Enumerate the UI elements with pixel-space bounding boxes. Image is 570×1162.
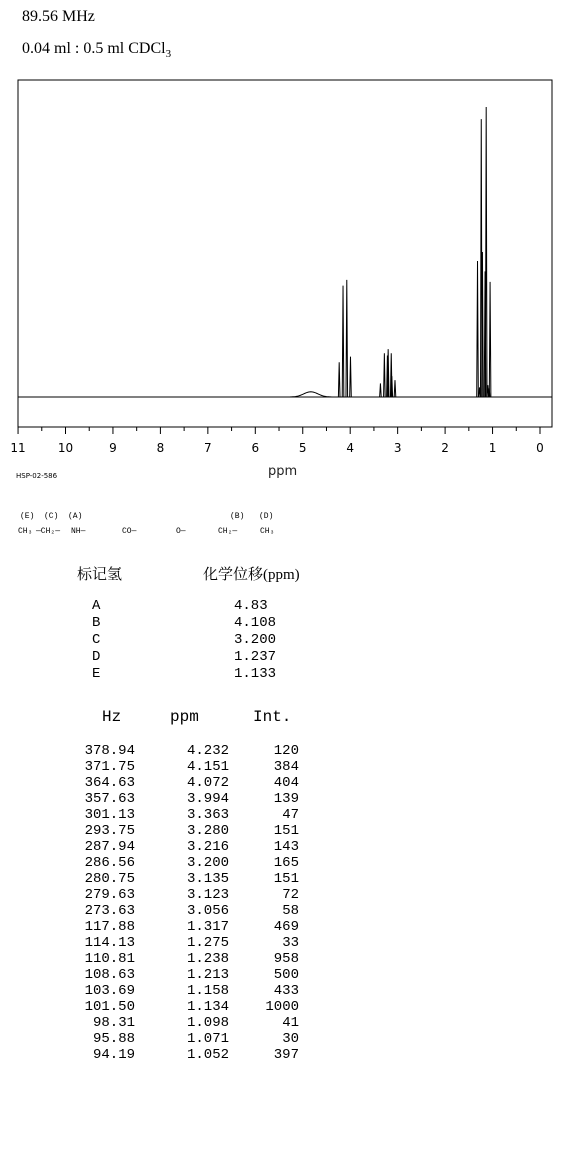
peak-hz: 378.94 <box>84 743 135 759</box>
peak-table-row <box>0 983 310 999</box>
spectrum-peaks <box>338 107 490 397</box>
peak-hz: 101.50 <box>84 999 135 1015</box>
peak-table-header-ppm: ppm <box>170 708 199 726</box>
peak-ppm: 1.238 <box>186 951 229 967</box>
peak-int: 58 <box>282 903 299 919</box>
nmr-spectrum-chart <box>0 0 570 470</box>
spectrum-peak <box>384 353 386 397</box>
peak-hz: 287.94 <box>84 839 135 855</box>
peak-hz: 117.88 <box>84 919 135 935</box>
spectrum-peak <box>485 107 487 397</box>
peak-table-row <box>0 823 310 839</box>
peak-int: 33 <box>282 935 299 951</box>
x-tick-label: 10 <box>57 441 74 455</box>
assignment-header-shift: 化学位移(ppm) <box>203 567 300 583</box>
peak-table-row <box>0 855 310 871</box>
spectrum-peak <box>489 282 491 397</box>
peak-hz: 364.63 <box>84 775 135 791</box>
peak-hz: 293.75 <box>84 823 135 839</box>
peak-int: 30 <box>282 1031 299 1047</box>
assignment-label: A <box>92 598 101 614</box>
x-tick-label: 11 <box>10 441 26 455</box>
peak-ppm: 4.072 <box>186 775 229 791</box>
peak-hz: 273.63 <box>84 903 135 919</box>
peak-hz: 371.75 <box>84 759 135 775</box>
peak-table-row <box>0 759 310 775</box>
assignment-shift: 1.133 <box>234 666 277 682</box>
peak-int: 72 <box>282 887 299 903</box>
plot-frame <box>18 80 552 427</box>
assignment-label: D <box>92 649 101 665</box>
peak-ppm: 3.280 <box>186 823 229 839</box>
peak-table-row <box>0 839 310 855</box>
peak-table-row <box>0 1015 310 1031</box>
peak-table-row <box>0 919 310 935</box>
peak-int: 47 <box>282 807 299 823</box>
x-tick-label: 1 <box>488 441 497 455</box>
peak-table-row <box>0 903 310 919</box>
peak-int: 41 <box>282 1015 299 1031</box>
peak-ppm: 1.275 <box>186 935 229 951</box>
peak-hz: 103.69 <box>84 983 135 999</box>
x-tick-label: 4 <box>346 441 355 455</box>
spectrum-peak <box>350 357 352 397</box>
spectrum-peak <box>477 261 479 397</box>
formula-ch2-b: CH₂— <box>218 527 238 536</box>
peak-int: 397 <box>273 1047 299 1063</box>
peak-int: 469 <box>273 919 299 935</box>
sample-subscript: 3 <box>165 48 172 61</box>
peak-hz: 280.75 <box>84 871 135 887</box>
spectrum-code: HSP-02-586 <box>16 472 58 480</box>
peak-ppm: 1.071 <box>186 1031 229 1047</box>
peak-int: 151 <box>273 871 299 887</box>
peak-ppm: 3.363 <box>186 807 229 823</box>
peak-table-header-int: Int. <box>253 708 292 726</box>
spectrum-peak <box>342 286 344 397</box>
peak-ppm: 1.213 <box>186 967 229 983</box>
peak-ppm: 1.052 <box>186 1047 229 1063</box>
formula-ch2-c: —CH₂— <box>36 527 61 536</box>
x-axis-label: ppm <box>268 464 298 479</box>
tag-c: (C) <box>44 512 59 521</box>
formula-co: CO— <box>122 527 137 536</box>
peak-hz: 95.88 <box>92 1031 135 1047</box>
formula-ch3-e: CH₃ <box>18 527 33 536</box>
peak-int: 139 <box>273 791 299 807</box>
peak-table-row <box>0 791 310 807</box>
peak-hz: 357.63 <box>84 791 135 807</box>
peak-ppm: 3.200 <box>186 855 229 871</box>
peak-ppm: 4.151 <box>186 759 229 775</box>
peak-hz: 98.31 <box>92 1015 135 1031</box>
x-tick-label: 9 <box>109 441 117 455</box>
peak-table-row <box>0 967 310 983</box>
x-tick-label: 7 <box>204 441 212 455</box>
peak-hz: 279.63 <box>84 887 135 903</box>
assignment-shift: 1.237 <box>234 649 277 665</box>
peak-int: 404 <box>273 775 299 791</box>
assignment-shift: 4.108 <box>234 615 277 631</box>
peak-ppm: 3.123 <box>186 887 229 903</box>
peak-hz: 286.56 <box>84 855 135 871</box>
assignment-shift: 3.200 <box>234 632 277 648</box>
tag-e: (E) <box>20 512 35 521</box>
peak-int: 120 <box>273 743 299 759</box>
peak-table-row <box>0 871 310 887</box>
peak-table-row <box>0 951 310 967</box>
peak-ppm: 1.098 <box>186 1015 229 1031</box>
formula-o: O— <box>176 527 186 536</box>
peak-table-row <box>0 999 310 1015</box>
peak-ppm: 1.134 <box>186 999 229 1015</box>
peak-ppm: 1.317 <box>186 919 229 935</box>
peak-table-row <box>0 1047 310 1063</box>
peak-ppm: 1.158 <box>186 983 229 999</box>
x-tick-label: 3 <box>393 441 402 455</box>
peak-int: 143 <box>273 839 299 855</box>
peak-int: 151 <box>273 823 299 839</box>
peak-ppm: 3.216 <box>186 839 229 855</box>
peak-table-row <box>0 775 310 791</box>
peak-hz: 114.13 <box>84 935 135 951</box>
spectrum-peak <box>338 362 340 397</box>
peak-table-header-hz: Hz <box>102 708 122 726</box>
spectrum-peak <box>346 280 348 397</box>
x-axis-ticks <box>18 427 540 434</box>
structure-formula <box>16 510 296 540</box>
x-tick-label: 0 <box>536 441 544 455</box>
peak-int: 958 <box>273 951 299 967</box>
peak-int: 165 <box>273 855 299 871</box>
assignment-label: E <box>92 666 101 682</box>
peak-int: 1000 <box>265 999 299 1015</box>
tag-d: (D) <box>259 512 274 521</box>
tag-b: (B) <box>230 512 245 521</box>
peak-hz: 94.19 <box>92 1047 135 1063</box>
spectrometer-frequency: 89.56 MHz <box>22 8 95 25</box>
peak-hz: 301.13 <box>84 807 135 823</box>
assignment-label: B <box>92 615 101 631</box>
peak-ppm: 3.135 <box>186 871 229 887</box>
x-tick-label: 6 <box>251 441 260 455</box>
peak-table-row <box>0 807 310 823</box>
peak-hz: 108.63 <box>84 967 135 983</box>
peak-table-row <box>0 743 310 759</box>
peak-int: 433 <box>273 983 299 999</box>
peak-int: 384 <box>273 759 299 775</box>
formula-ch3-d: CH₃ <box>260 527 275 536</box>
peak-int: 500 <box>273 967 299 983</box>
assignment-label: C <box>92 632 101 648</box>
peak-table-row <box>0 887 310 903</box>
tag-a: (A) <box>68 512 83 521</box>
spectrum-peak <box>394 380 396 397</box>
peak-ppm: 3.056 <box>186 903 229 919</box>
sample-main: 0.04 ml : 0.5 ml CDCl <box>22 40 166 57</box>
broad-peak <box>289 392 333 397</box>
assignment-shift: 4.83 <box>234 598 268 614</box>
peak-ppm: 3.994 <box>186 791 229 807</box>
peak-table-row <box>0 1031 310 1047</box>
formula-nh: NH— <box>71 527 86 536</box>
assignment-header-hydrogen: 标记氢 <box>77 567 123 583</box>
x-axis-tick-labels <box>10 441 543 455</box>
spectrum-peak <box>380 383 382 397</box>
peak-table-row <box>0 935 310 951</box>
x-tick-label: 2 <box>441 441 449 455</box>
peak-ppm: 4.232 <box>186 743 229 759</box>
x-tick-label: 5 <box>298 441 307 455</box>
peak-hz: 110.81 <box>84 951 135 967</box>
x-tick-label: 8 <box>156 441 165 455</box>
